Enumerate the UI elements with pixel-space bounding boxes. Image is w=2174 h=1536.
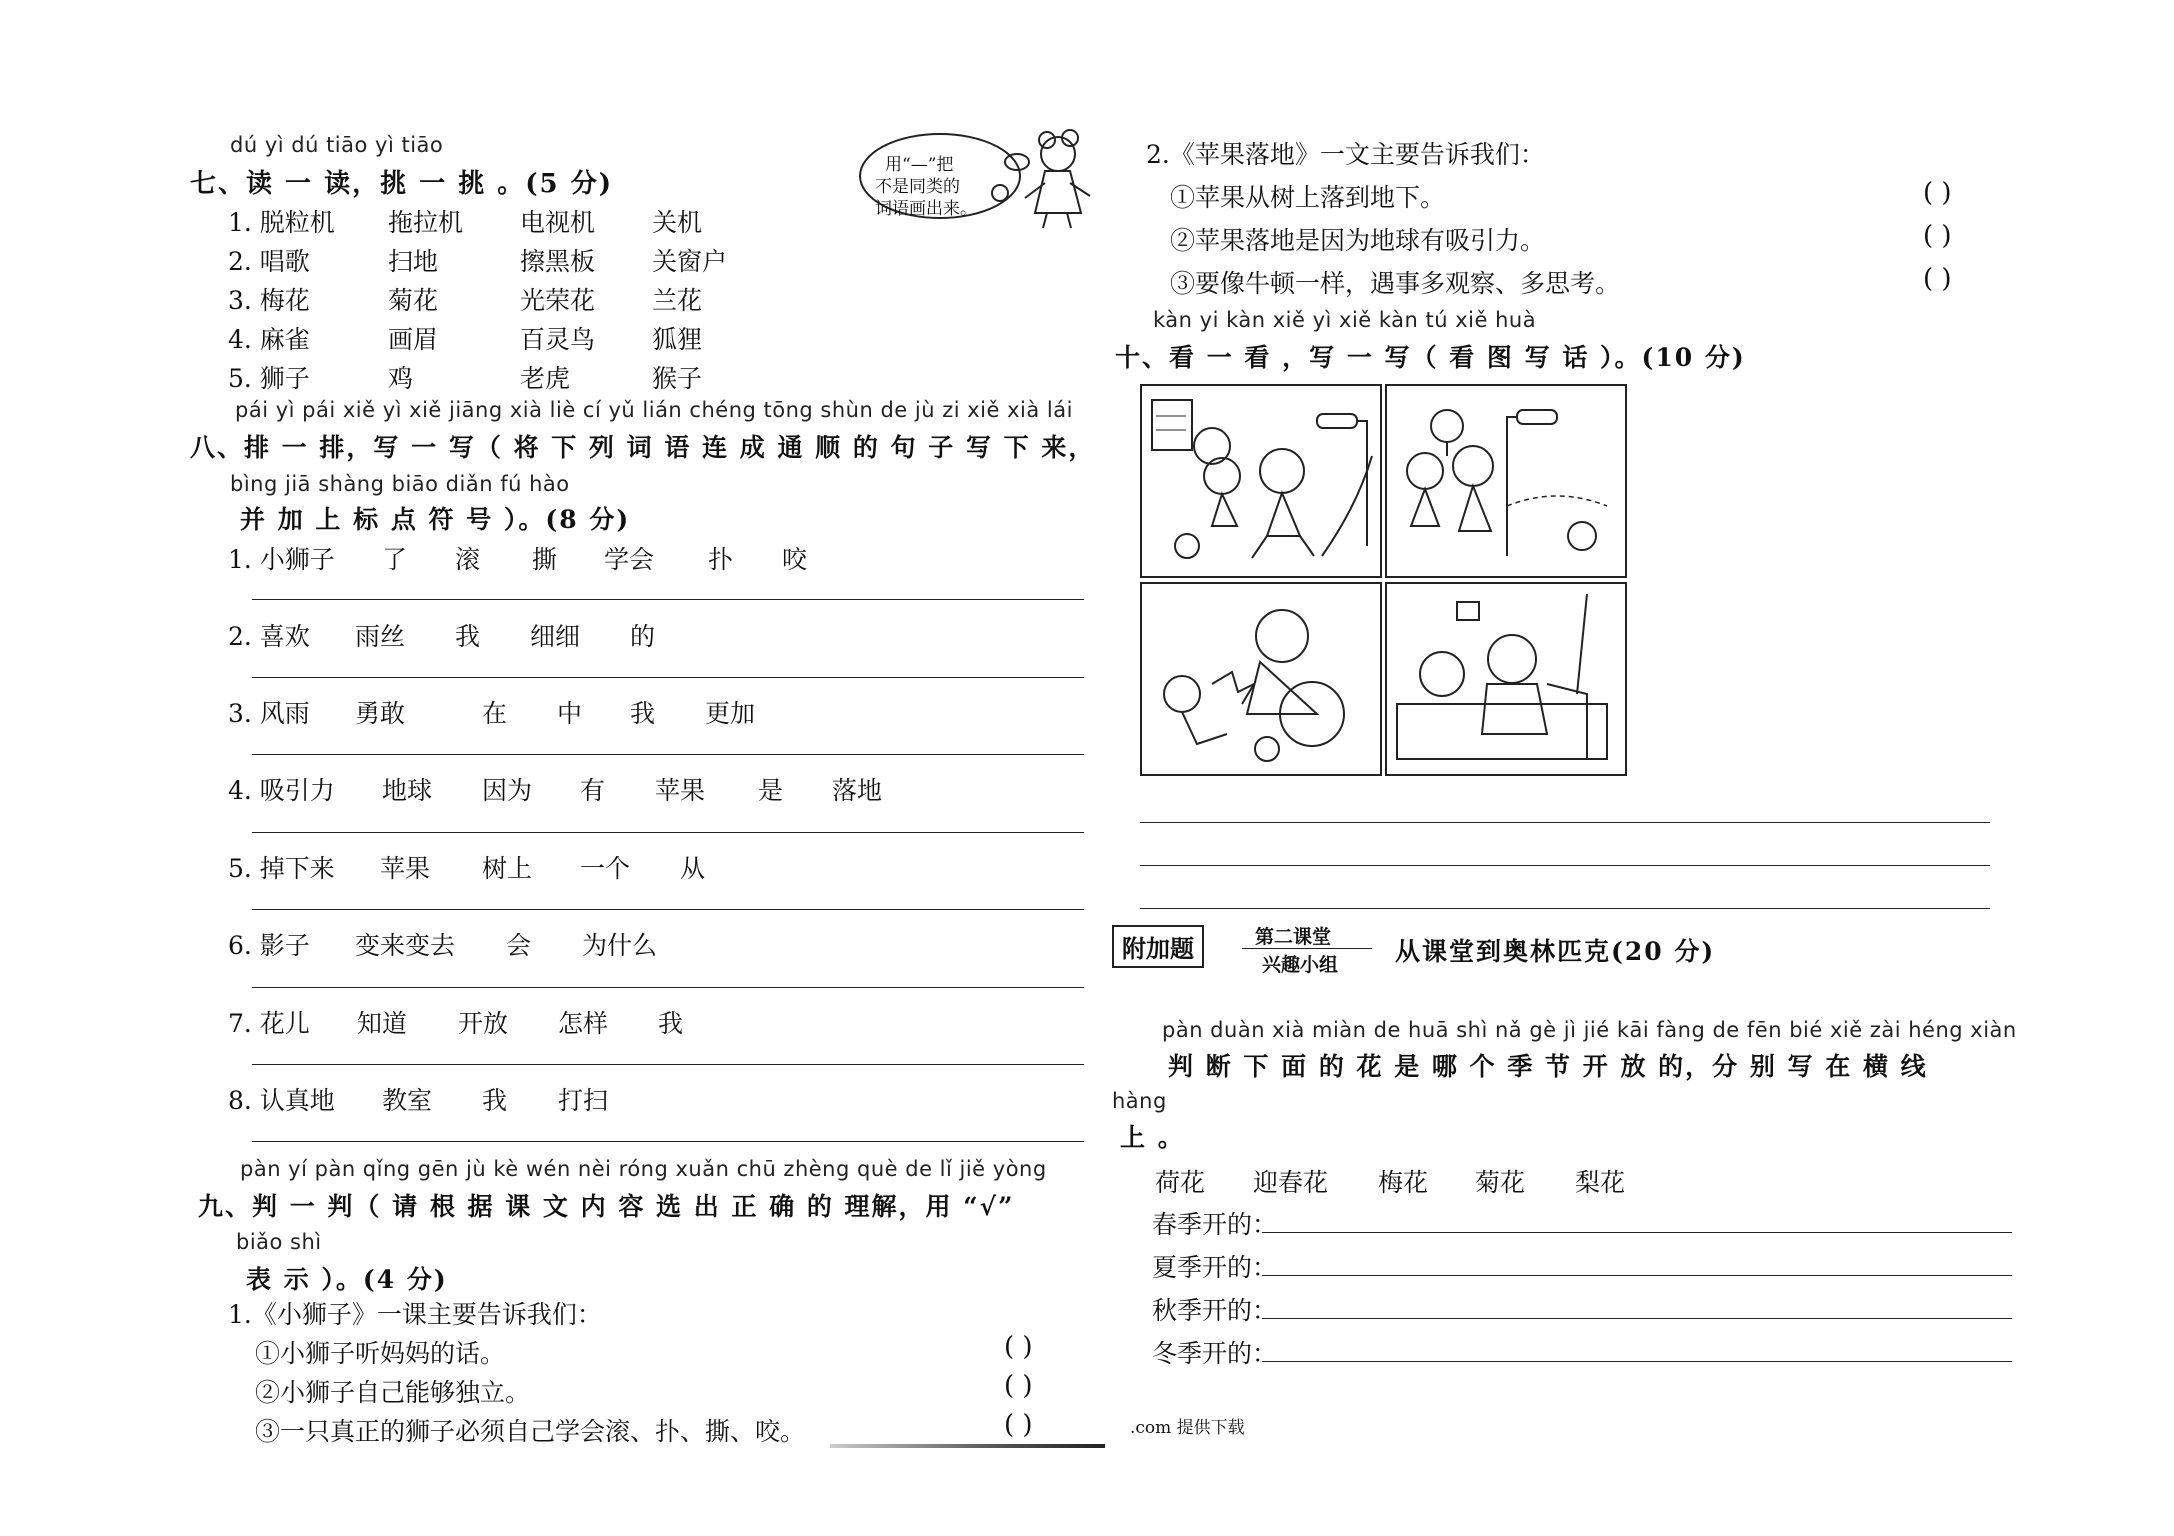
s8-item8-w2: 教室 <box>382 1086 433 1115</box>
s7-row5-c4: 猴子 <box>652 364 703 393</box>
s8-item7-w1: 7. 花儿 <box>228 1009 310 1038</box>
s8-item2-w5: 的 <box>630 622 656 651</box>
s8-item2-w1: 2. 喜欢 <box>228 622 310 651</box>
s8-item2-w4: 细细 <box>530 622 581 651</box>
s8-item4-w3: 因为 <box>482 776 533 805</box>
s9-q1-answer2[interactable]: ( ) <box>1004 1371 1033 1401</box>
flower-5: 梨花 <box>1575 1168 1626 1197</box>
s8-item5-w2: 苹果 <box>380 854 431 883</box>
s8-title1: 八、排 一 排，写 一 写（ 将 下 列 词 语 连 成 通 顺 的 句 子 写 下 来， <box>190 433 1096 462</box>
s8-item4-w7: 落地 <box>832 776 883 805</box>
s10-pinyin: kàn yi kàn xiě yì xiě kàn tú xiě huà <box>1153 308 1537 332</box>
s8-item4-w6: 是 <box>758 776 784 805</box>
extra-sub1: 第二课堂 <box>1255 926 1332 948</box>
footer-text: .com 提供下载 <box>1130 1418 1245 1438</box>
s8-item2-w3: 我 <box>455 622 481 651</box>
s9-q2-answer3[interactable]: ( ) <box>1923 264 1952 294</box>
season-spring-line[interactable] <box>1262 1232 2012 1233</box>
bubble-line3: 词语画出来。 <box>875 199 977 219</box>
s8-item4-w2: 地球 <box>382 776 433 805</box>
bubble-line2: 不是同类的 <box>875 177 960 197</box>
s8-item6-w2: 变来变去 <box>355 931 456 960</box>
s8-item8-w3: 我 <box>482 1086 508 1115</box>
s7-row1-c3: 电视机 <box>520 208 596 237</box>
s8-item1-w3: 滚 <box>455 545 481 574</box>
s8-answer-line-6[interactable] <box>252 987 1084 988</box>
comic-panel-4 <box>1385 582 1627 776</box>
extra-sub-divider <box>1242 948 1372 949</box>
extra-sub2: 兴趣小组 <box>1262 954 1339 976</box>
s8-answer-line-3[interactable] <box>252 754 1084 755</box>
s8-item4-w4: 有 <box>580 776 606 805</box>
s7-row2-c2: 扫地 <box>388 247 439 276</box>
s8-item3-w1: 3. 风雨 <box>228 699 310 728</box>
s9-q2-opt2: ②苹果落地是因为地球有吸引力。 <box>1170 226 1546 255</box>
s7-row5-c1: 5. 狮子 <box>228 364 310 393</box>
s8-item1-w2: 了 <box>382 545 408 574</box>
s8-item8-w4: 打扫 <box>558 1086 609 1115</box>
s8-item5-w1: 5. 掉下来 <box>228 854 335 883</box>
s9-q2: 2.《苹果落地》一文主要告诉我们： <box>1146 140 1545 169</box>
s8-item3-w6: 更加 <box>705 699 756 728</box>
s7-row3-c4: 兰花 <box>652 286 703 315</box>
s9-q1-answer3[interactable]: ( ) <box>1004 1410 1033 1440</box>
s8-item5-w4: 一个 <box>580 854 631 883</box>
s8-answer-line-4[interactable] <box>252 832 1084 833</box>
season-summer-line[interactable] <box>1262 1275 2012 1276</box>
flower-2: 迎春花 <box>1253 1168 1329 1197</box>
extra-tag: 附加题 <box>1112 925 1204 968</box>
s8-answer-line-5[interactable] <box>252 909 1084 910</box>
flower-1: 荷花 <box>1155 1168 1206 1197</box>
s7-row3-c3: 光荣花 <box>520 286 596 315</box>
s8-item6-w1: 6. 影子 <box>228 931 310 960</box>
s8-item4-w5: 苹果 <box>655 776 706 805</box>
s10-writing-line-2[interactable] <box>1140 865 1990 866</box>
s7-row2-c4: 关窗户 <box>652 247 728 276</box>
s8-item6-w4: 为什么 <box>582 931 658 960</box>
s9-q1-opt1: ①小狮子听妈妈的话。 <box>255 1339 506 1368</box>
s8-item1-w4: 撕 <box>532 545 558 574</box>
s7-row2-c3: 擦黑板 <box>520 247 596 276</box>
flower-4: 菊花 <box>1475 1168 1526 1197</box>
s8-answer-line-8[interactable] <box>252 1141 1084 1142</box>
s8-item7-w4: 怎样 <box>558 1009 609 1038</box>
scan-artifact <box>830 1444 1105 1448</box>
s9-q2-answer2[interactable]: ( ) <box>1923 221 1952 251</box>
s8-item3-w4: 中 <box>557 699 583 728</box>
extra-pinyin2: hàng <box>1112 1089 1167 1113</box>
s8-item6-w3: 会 <box>506 931 532 960</box>
s8-item7-w3: 开放 <box>458 1009 509 1038</box>
s8-item1-w1: 1. 小狮子 <box>228 545 335 574</box>
s7-row3-c2: 菊花 <box>388 286 439 315</box>
s8-item7-w5: 我 <box>658 1009 684 1038</box>
s8-item3-w2: 勇敢 <box>355 699 406 728</box>
s8-item3-w5: 我 <box>630 699 656 728</box>
s8-answer-line-2[interactable] <box>252 677 1084 678</box>
s8-item7-w2: 知道 <box>357 1009 408 1038</box>
s9-q2-answer1[interactable]: ( ) <box>1923 178 1952 208</box>
s8-title2: 并 加 上 标 点 符 号 ）。(8 分) <box>240 505 631 534</box>
s8-answer-line-7[interactable] <box>252 1064 1084 1065</box>
s8-item1-w7: 咬 <box>782 545 808 574</box>
s7-title: 七、读 一 读，挑 一 挑 。(5 分) <box>190 169 614 199</box>
s7-row2-c1: 2. 唱歌 <box>228 247 310 276</box>
s8-item8-w1: 8. 认真地 <box>228 1086 335 1115</box>
s9-q2-opt3: ③要像牛顿一样，遇事多观察、多思考。 <box>1170 269 1621 298</box>
s8-pinyin2: bìng jiā shàng biāo diǎn fú hào <box>230 472 570 496</box>
s8-answer-line-1[interactable] <box>252 599 1084 600</box>
s8-item1-w5: 学会 <box>604 545 655 574</box>
s9-pinyin1: pàn yí pàn qǐng gēn jù kè wén nèi róng xuǎn chū zhèng què de lǐ jiě yòng <box>240 1157 1047 1181</box>
s7-row5-c2: 鸡 <box>388 364 414 393</box>
season-winter-label: 冬季开的： <box>1152 1339 1278 1368</box>
s8-item5-w3: 树上 <box>482 854 533 883</box>
extra-line1: 判 断 下 面 的 花 是 哪 个 季 节 开 放 的，分 别 写 在 横 线 <box>1168 1052 1928 1081</box>
s9-q1: 1.《小狮子》一课主要告诉我们： <box>228 1300 602 1329</box>
bubble-line1: 用“—”把 <box>885 155 954 175</box>
season-spring-label: 春季开的： <box>1152 1210 1278 1239</box>
s10-writing-line-3[interactable] <box>1140 908 1990 909</box>
s9-q2-opt1: ①苹果从树上落到地下。 <box>1170 183 1446 212</box>
s8-item5-w5: 从 <box>680 854 706 883</box>
s7-row4-c2: 画眉 <box>388 325 439 354</box>
s7-row4-c3: 百灵鸟 <box>520 325 596 354</box>
s9-pinyin2: biǎo shì <box>236 1230 322 1254</box>
s7-row5-c3: 老虎 <box>520 364 571 393</box>
s7-row3-c1: 3. 梅花 <box>228 286 310 315</box>
season-autumn-label: 秋季开的： <box>1152 1296 1278 1325</box>
s8-item1-w6: 扑 <box>708 545 734 574</box>
s9-title2: 表 示 ）。(4 分) <box>246 1265 448 1294</box>
s10-title: 十、看 一 看 ，写 一 写（ 看 图 写 话 ）。(10 分) <box>1115 343 1746 372</box>
s9-q1-answer1[interactable]: ( ) <box>1004 1332 1033 1362</box>
s7-row1-c4: 关机 <box>652 208 703 237</box>
extra-pinyin1: pàn duàn xià miàn de huā shì nǎ gè jì jié kāi fàng de fēn bié xiě zài héng xiàn <box>1162 1018 2017 1042</box>
s8-pinyin1: pái yì pái xiě yì xiě jiāng xià liè cí yǔ lián chéng tōng shùn de jù zi xiě xià lái <box>235 398 1073 422</box>
s8-item4-w1: 4. 吸引力 <box>228 776 335 805</box>
season-summer-label: 夏季开的： <box>1152 1253 1278 1282</box>
season-autumn-line[interactable] <box>1262 1318 2012 1319</box>
comic-panel-1 <box>1140 384 1382 578</box>
s7-pinyin: dú yì dú tiāo yì tiāo <box>230 133 444 157</box>
s9-q1-opt2: ②小狮子自己能够独立。 <box>255 1378 531 1407</box>
comic-panel-2 <box>1385 384 1627 578</box>
s7-row1-c2: 拖拉机 <box>388 208 464 237</box>
extra-line2: 上 。 <box>1120 1123 1185 1152</box>
flower-3: 梅花 <box>1378 1168 1429 1197</box>
season-winter-line[interactable] <box>1262 1361 2012 1362</box>
comic-panel-3 <box>1140 582 1382 776</box>
s7-row1-c1: 1. 脱粒机 <box>228 208 335 237</box>
s8-item3-w3: 在 <box>482 699 508 728</box>
s8-item2-w2: 雨丝 <box>355 622 406 651</box>
s9-title1: 九、判 一 判（ 请 根 据 课 文 内 容 选 出 正 确 的 理解，用 “√” <box>198 1192 1015 1221</box>
s7-row4-c4: 狐狸 <box>652 325 703 354</box>
s9-q1-opt3: ③一只真正的狮子必须自己学会滚、扑、撕、咬。 <box>255 1417 806 1446</box>
s7-row4-c1: 4. 麻雀 <box>228 325 310 354</box>
s10-writing-line-1[interactable] <box>1140 822 1990 823</box>
extra-title: 从课堂到奥林匹克(20 分) <box>1395 937 1716 966</box>
